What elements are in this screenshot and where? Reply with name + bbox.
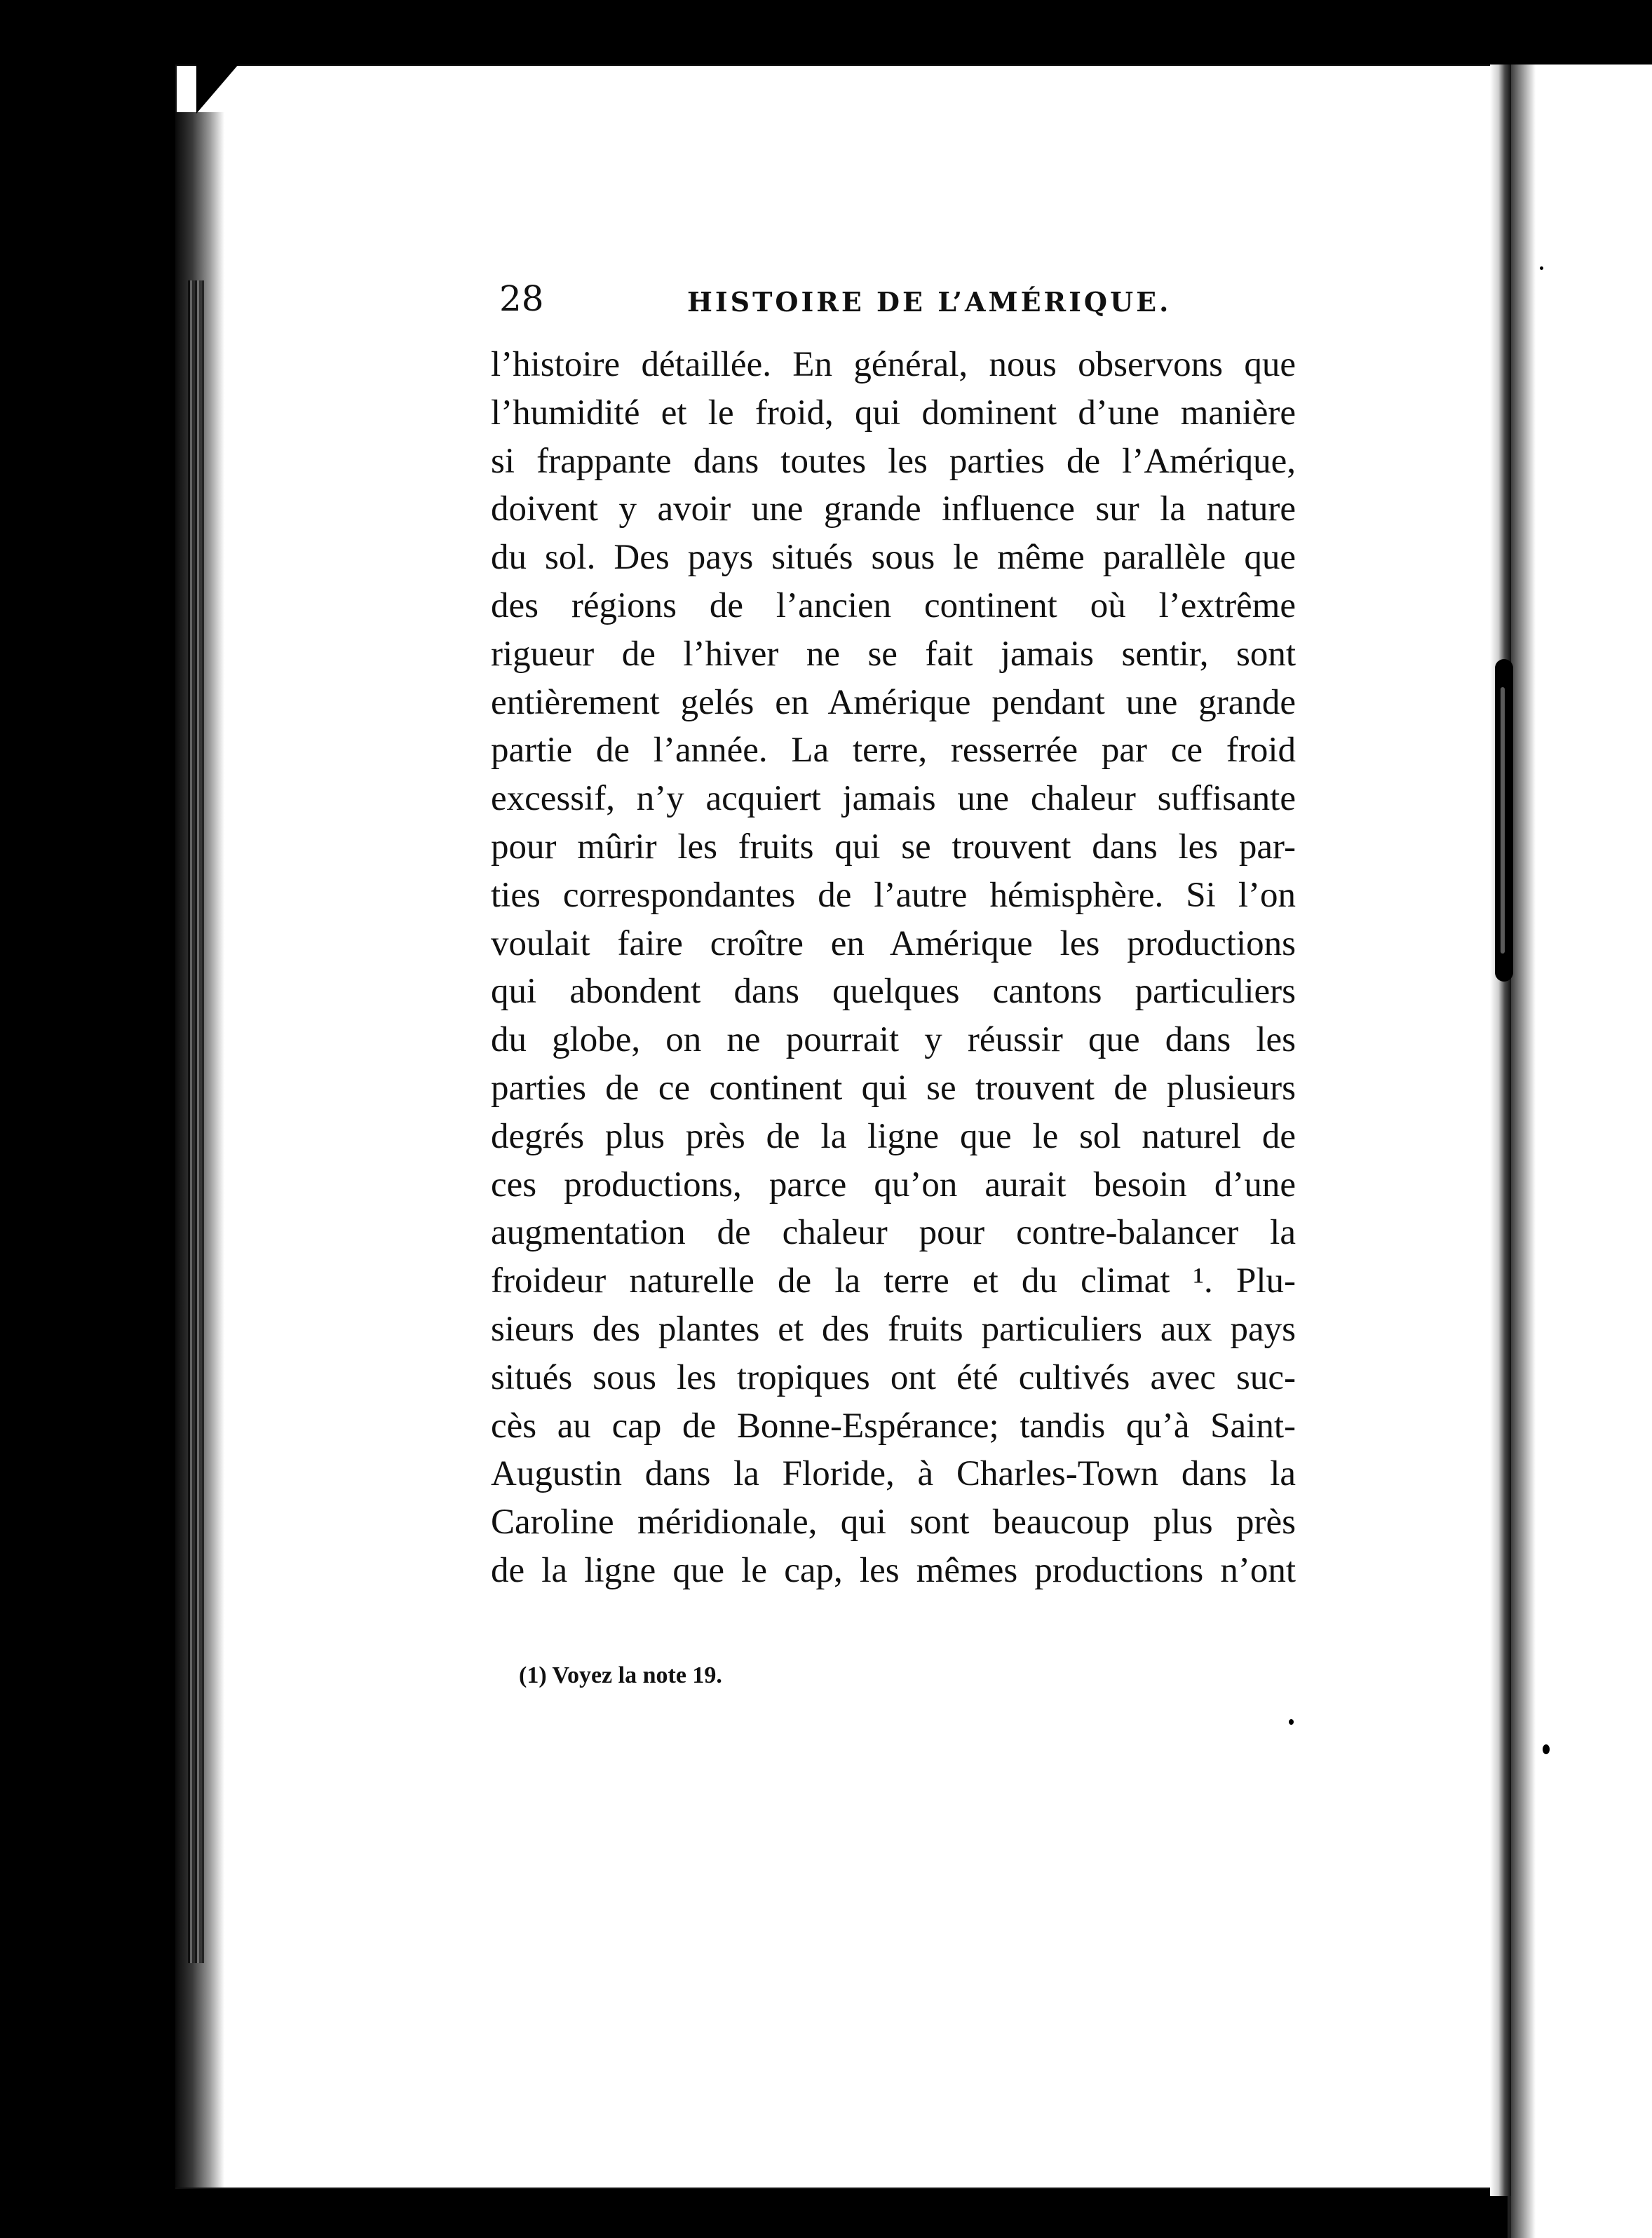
body-text [491, 341, 1296, 1595]
text-line: pour mûrir les fruits qui se trouvent dans les par- [491, 827, 1296, 867]
text-line: l’humidité et le froid, qui dominent d’une manière [491, 393, 1296, 433]
text-line: ties correspondantes de l’autre hémisphère. Si l’on [491, 875, 1296, 915]
text-line: doivent y avoir une grande influence sur la nature [491, 489, 1296, 529]
text-line: ces productions, parce qu’on aurait besoin d’une [491, 1165, 1296, 1205]
text-line: augmentation de chaleur pour contre-balancer la [491, 1213, 1296, 1253]
book-gutter [1490, 65, 1511, 2196]
text-line: qui abondent dans quelques cantons particuliers [491, 972, 1296, 1012]
footnote: (1) Voyez la note 19. [519, 1662, 722, 1688]
text-line: du sol. Des pays situés sous le même parallèle que [491, 538, 1296, 578]
text-line: partie de l’année. La terre, resserrée par ce froid [491, 731, 1296, 771]
text-line: voulait faire croître en Amérique les productions [491, 923, 1296, 963]
text-line: Caroline méridionale, qui sont beaucoup plus près [491, 1503, 1296, 1542]
page-corner-tear [196, 65, 238, 114]
ink-speck [1543, 1744, 1550, 1754]
text-line: sieurs des plantes et des fruits particuliers aux pays [491, 1309, 1296, 1349]
gutter-clip-highlight [1501, 687, 1505, 954]
running-head [499, 278, 1306, 327]
text-line: de la ligne que le cap, les mêmes productions n’ont [491, 1550, 1296, 1590]
facing-page-shadow [1508, 65, 1536, 2238]
text-line: Augustin dans la Floride, à Charles-Town dans la [491, 1454, 1296, 1494]
text-line: des régions de l’ancien continent où l’extrême [491, 585, 1296, 625]
text-line: entièrement gelés en Amérique pendant une grande [491, 682, 1296, 722]
ink-speck [1540, 266, 1543, 270]
text-line: cès au cap de Bonne-Espérance; tandis qu’à Saint- [491, 1406, 1296, 1446]
text-line: excessif, n’y acquiert jamais une chaleur suffisante [491, 779, 1296, 819]
page-number: 28 [499, 278, 544, 319]
text-line: l’histoire détaillée. En général, nous observons que [491, 345, 1296, 384]
text-line: rigueur de l’hiver ne se fait jamais sentir, sont [491, 634, 1296, 674]
ink-speck [1289, 1719, 1294, 1725]
text-line: si frappante dans toutes les parties de l’Amérique, [491, 441, 1296, 481]
text-line: du globe, on ne pourrait y réussir que dans les [491, 1020, 1296, 1060]
text-line: froideur naturelle de la terre et du climat ¹. Plu- [491, 1261, 1296, 1301]
text-line: degrés plus près de la ligne que le sol naturel de [491, 1116, 1296, 1156]
page-edge-stripes [188, 280, 205, 1963]
text-line: parties de ce continent qui se trouvent de plusieurs [491, 1068, 1296, 1108]
text-line: situés sous les tropiques ont été cultivés avec suc- [491, 1357, 1296, 1397]
running-title: HISTOIRE DE L’AMÉRIQUE. [687, 286, 1172, 318]
